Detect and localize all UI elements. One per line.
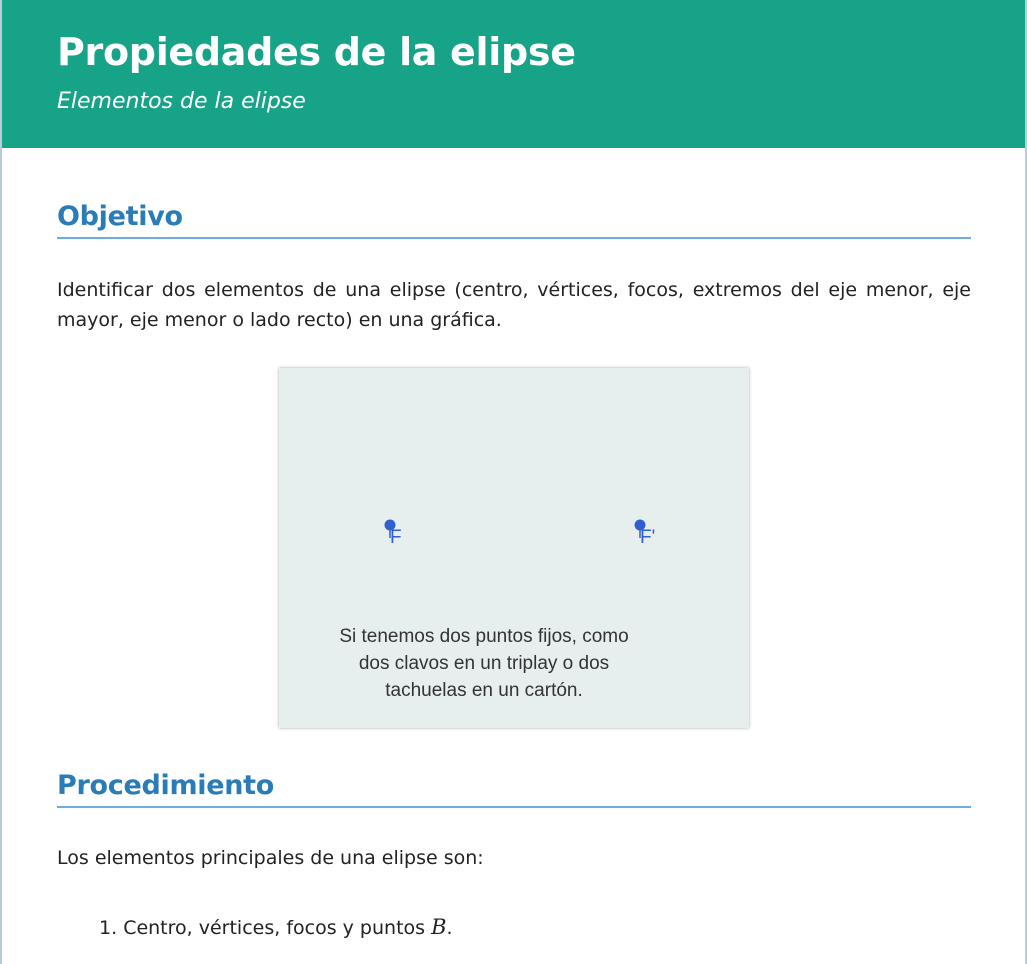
applet-caption <box>299 623 669 704</box>
applet-caption-line: dos clavos en un triplay o dos <box>358 653 610 674</box>
objective-text: Identificar dos elementos de una elipse (centro, vértices, focos, extremos del eje menor, eje mayor, eje menor o lado recto) en una gráfica. <box>57 279 971 331</box>
procedure-list <box>99 912 453 943</box>
focus-point-f[interactable] <box>385 520 402 549</box>
applet-caption-line: Si tenemos dos puntos fijos, como <box>339 626 629 647</box>
list-item-number: 1. <box>99 917 118 939</box>
procedure-intro: Los elementos principales de una elipse son: <box>57 847 484 869</box>
list-item-text: Centro, vértices, focos y puntos <box>123 917 432 939</box>
procedure-heading: Procedimiento <box>57 768 971 808</box>
objective-heading: Objetivo <box>57 199 971 239</box>
page-header <box>2 0 1025 148</box>
geogebra-applet[interactable] <box>279 368 749 728</box>
list-item-suffix: . <box>446 917 453 939</box>
applet-caption-line: tachuelas en un cartón. <box>385 680 583 701</box>
focus-f-label: F <box>390 527 402 548</box>
list-item <box>99 912 453 943</box>
page-subtitle: Elementos de la elipse <box>57 89 306 114</box>
focus-f-prime-label: F' <box>640 527 656 548</box>
focus-point-f-prime[interactable] <box>635 520 656 549</box>
page-title: Propiedades de la elipse <box>57 30 576 74</box>
math-variable-b: B <box>431 915 447 939</box>
